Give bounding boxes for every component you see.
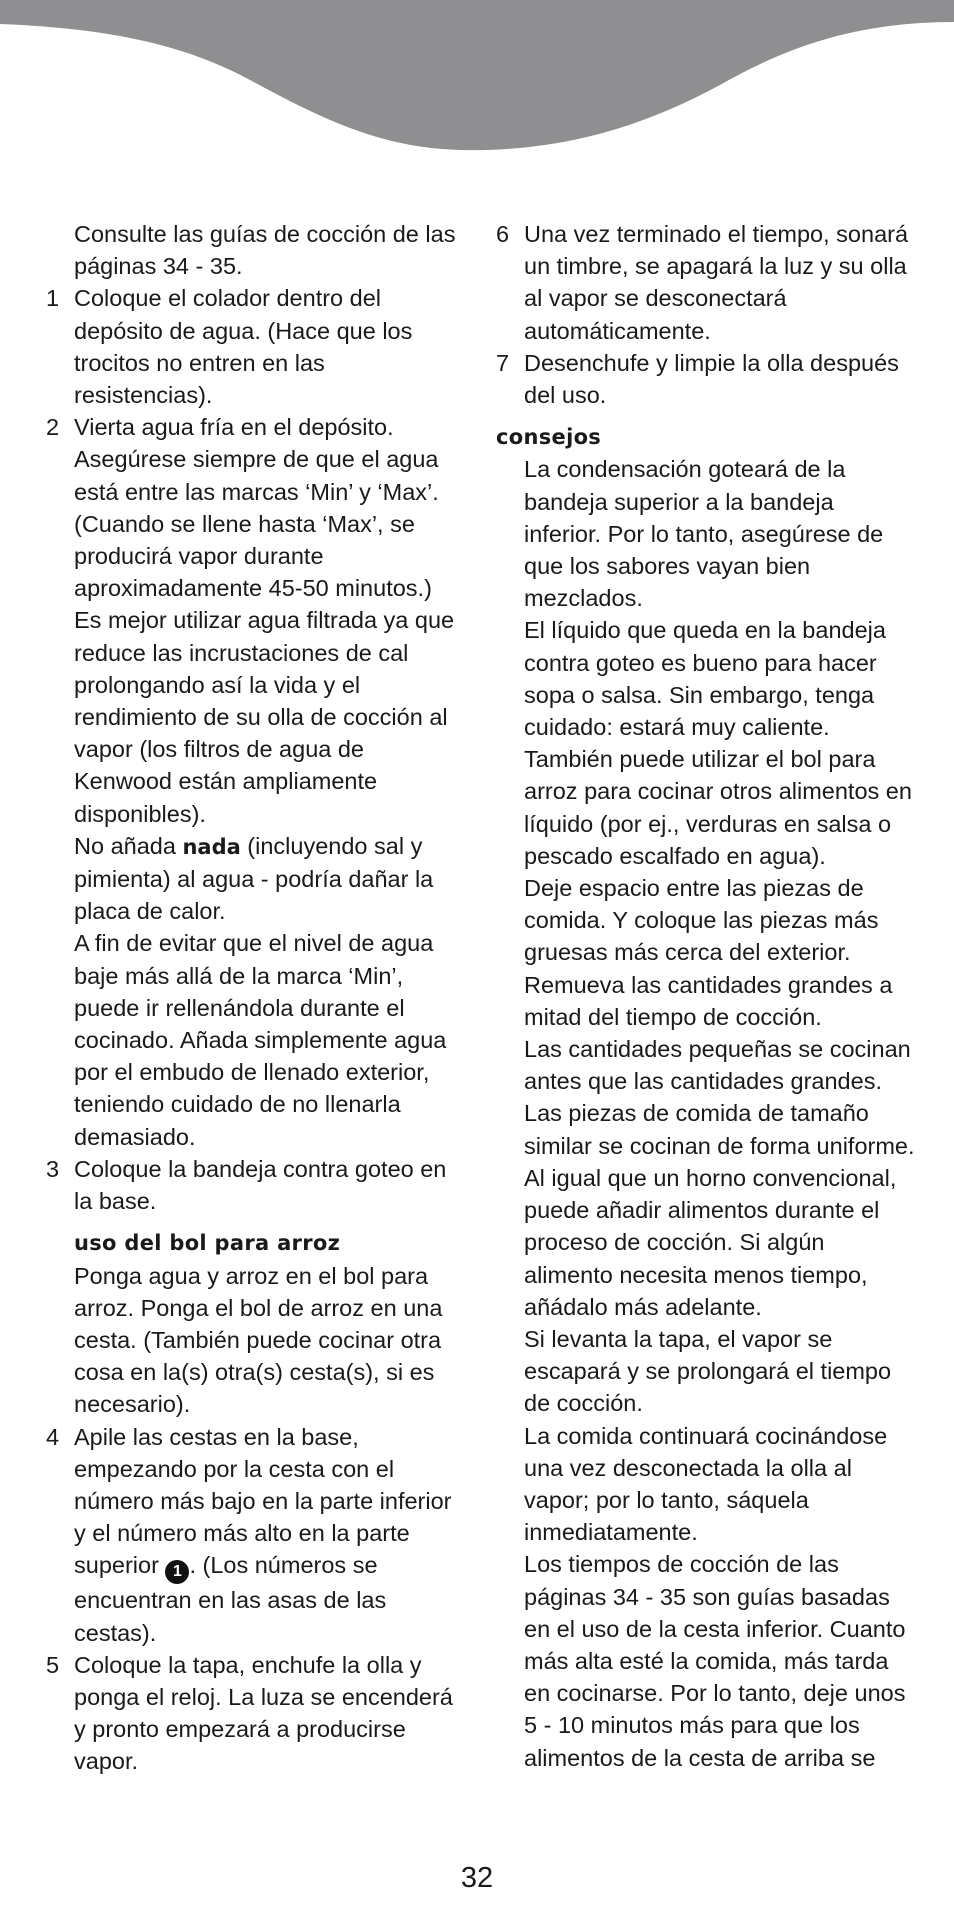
step-number: 2: [46, 414, 60, 441]
no-salt-text: No añada: [74, 832, 183, 859]
tip-paragraph: También puede utilizar el bol para arroz para cocinar otros alimentos en líquido (por ej., verduras en salsa o pescado escalfado en agua).: [524, 746, 912, 869]
filter-paragraph: Es mejor utilizar agua filtrada ya que reduce las incrustaciones de cal prolongando así la vida y el rendimiento de su olla de cocción al vapor (los filtros de agua de Kenwood están ampliamente disponibles).: [74, 607, 455, 827]
rice-bowl-paragraph: Ponga agua y arroz en el bol para arroz. Ponga el bol de arroz en una cesta. (También puede cocinar otra cosa en la(s) otra(s) cesta(s), si es necesario).: [74, 1262, 443, 1418]
step-number: 6: [496, 221, 510, 247]
tip-paragraph: Las cantidades pequeñas se cocinan antes que las cantidades grandes.: [524, 1036, 911, 1095]
number-one-circle-icon: 1: [165, 1560, 189, 1584]
step-text: Coloque el colador dentro del depósito de agua. (Hace que los trocitos no entren en las resistencias).: [74, 285, 413, 409]
step-number: 3: [46, 1155, 60, 1182]
tip-paragraph: Si levanta la tapa, el vapor se escapará y se prolongará el tiempo de cocción.: [524, 1325, 892, 1417]
step-6: [496, 218, 916, 347]
tip-paragraph: La comida continuará cocinándose una vez desconectada la olla al vapor; por lo tanto, sáquela inmediatamente.: [524, 1422, 888, 1546]
tips-heading: consejos: [496, 425, 602, 450]
refill-paragraph: A fin de evitar que el nivel de agua baje más allá de la marca ‘Min’, puede ir rellenándola durante el cocinado. Añada simplemente agua por el embudo de llenado exterior, teniendo cuidado de no llenarla demasiado.: [74, 930, 447, 1150]
left-column: [46, 218, 466, 1778]
intro-paragraph: Consulte las guías de cocción de las páginas 34 - 35.: [74, 221, 456, 280]
step-number: 1: [46, 285, 60, 312]
step-number: 7: [496, 349, 510, 376]
step-text: Coloque la tapa, enchufe la olla y ponga el reloj. La luza se encenderá y pronto empezará a producirse vapor.: [74, 1651, 453, 1775]
step-3: [46, 1153, 466, 1217]
tip-paragraph: Deje espacio entre las piezas de comida. Y coloque las piezas más gruesas más cerca del exterior.: [524, 875, 879, 966]
tip-paragraph: Al igual que un horno convencional, puede añadir alimentos durante el proceso de cocción. Si algún alimento necesita menos tiempo, añádalo más adelante.: [524, 1164, 897, 1320]
step-number: 4: [46, 1423, 60, 1450]
nada-bold-word: nada: [182, 834, 241, 859]
right-column: [496, 218, 916, 1774]
tip-paragraph: Las piezas de comida de tamaño similar se cocinan de forma uniforme.: [524, 1100, 915, 1159]
rice-bowl-heading: uso del bol para arroz: [74, 1231, 341, 1256]
tip-paragraph: Los tiempos de cocción de las páginas 34 - 35 son guías basadas en el uso de la cesta inferior. Cuanto más alta esté la comida, más tarda en cocinarse. Por lo tanto, deje unos 5 - 10 minutos más para que los alimentos de la cesta de arriba se: [524, 1551, 906, 1771]
step-4: [46, 1421, 466, 1649]
tip-paragraph: El líquido que queda en la bandeja contra goteo es bueno para hacer sopa o salsa. Sin embargo, tenga cuidado: estará muy caliente.: [524, 617, 886, 741]
no-salt-paragraph: [46, 830, 466, 928]
step-number: 5: [46, 1651, 60, 1678]
no-salt-text-rest: (incluyendo sal y pimienta) al agua - podría dañar la placa de calor.: [74, 832, 434, 925]
step-text: Vierta agua fría en el depósito. Asegúrese siempre de que el agua está entre las marcas ‘Min’ y ‘Max’. (Cuando se llene hasta ‘Max’, se producirá vapor durante aproximadamente 45-50 minutos.): [74, 414, 439, 602]
step-text: Desenchufe y limpie la olla después del uso.: [524, 349, 899, 409]
step-1: [46, 282, 466, 411]
step-7: [496, 347, 916, 411]
tip-paragraph: La condensación goteará de la bandeja superior a la bandeja inferior. Por lo tanto, asegúrese de que los sabores vayan bien mezclados.: [524, 456, 884, 612]
step-text: [74, 1421, 466, 1649]
header-wave-band: [0, 0, 954, 160]
step-4-text-start: Apile las cestas en la base, empezando por la cesta con el número más bajo en la parte inferior y el número más alto en la parte superior: [74, 1423, 452, 1579]
step-text: Coloque la bandeja contra goteo en la base.: [74, 1155, 447, 1215]
tip-paragraph: Remueva las cantidades grandes a mitad del tiempo de cocción.: [524, 971, 893, 1030]
step-5: [46, 1649, 466, 1778]
page-number: 32: [460, 1862, 494, 1894]
step-4-text-end: . (Los números se encuentran en las asas de las cestas).: [74, 1552, 387, 1646]
step-text: Una vez terminado el tiempo, sonará un timbre, se apagará la luz y su olla al vapor se desconectará automáticamente.: [524, 221, 909, 344]
step-2: [46, 411, 466, 604]
